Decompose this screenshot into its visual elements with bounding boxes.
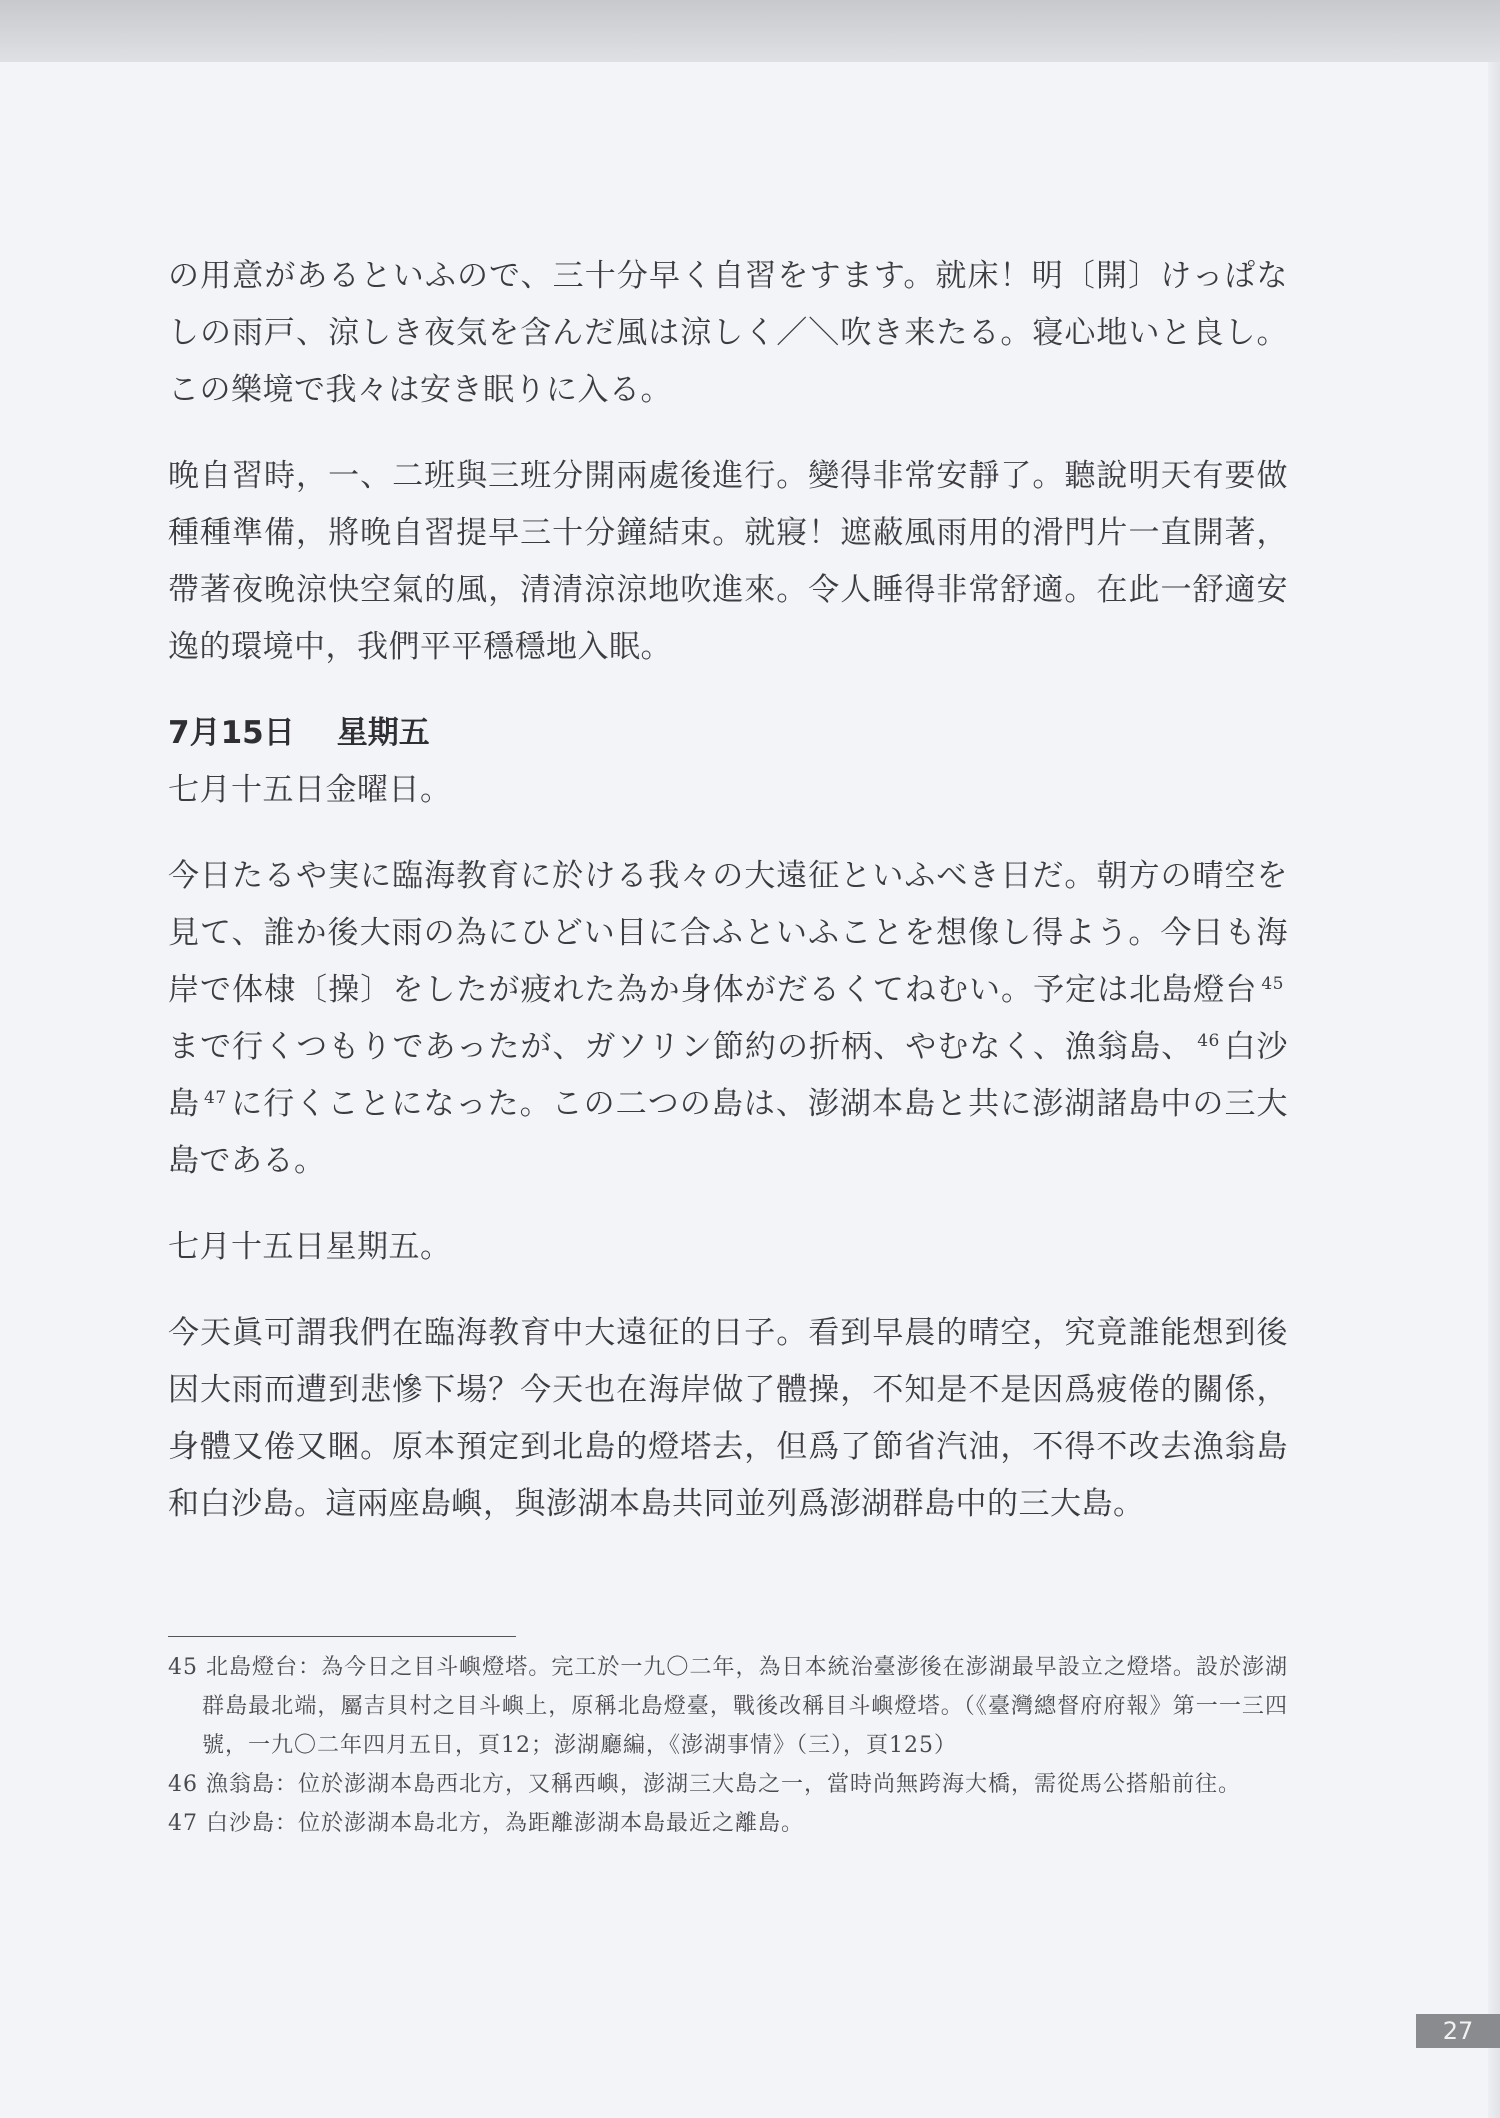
paragraph-japanese-2-part-d: に行くことになった。この二つの島は、澎湖本島と共に澎湖諸島中の三大島である。 <box>168 1086 1289 1179</box>
scan-top-border <box>0 0 1500 62</box>
paragraph-japanese-2-part-c: 白沙島 <box>168 1029 1288 1122</box>
footnotes <box>168 1648 1288 1843</box>
page-body <box>168 248 1288 1533</box>
footnote-45: 45 北島燈台：為今日之目斗嶼燈塔。完工於一九〇二年，為日本統治臺澎後在澎湖最早設立之燈塔。設於澎湖群島最北端，屬吉貝村之目斗嶼上，原稱北島燈臺，戰後改稱目斗嶼燈塔。（《臺灣總督府府報》第一一三四號，一九〇二年四月五日，頁12；澎湖廳編，《澎湖事情》（三），頁125） <box>168 1655 1288 1758</box>
date-line-chinese: 七月十五日星期五。 <box>168 1229 452 1265</box>
date-line-japanese: 七月十五日金曜日。 <box>168 772 452 808</box>
footnote-46: 46 漁翁島：位於澎湖本島西北方，又稱西嶼，澎湖三大島之一，當時尚無跨海大橋，需從馬公搭船前往。 <box>168 1772 1241 1797</box>
footnote-ref-47[interactable]: 47 <box>204 1087 227 1108</box>
paragraph-chinese-1: 晚自習時，一、二班與三班分開兩處後進行。變得非常安靜了。聽說明天有要做種種準備，將晚自習提早三十分鐘結束。就寢！遮蔽風雨用的滑門片一直開著，帶著夜晚涼快空氣的風，清清涼涼地吹進來。令人睡得非常舒適。在此一舒適安逸的環境中，我們平平穩穩地入眠。 <box>168 458 1288 665</box>
paragraph-japanese-1: の用意があるといふので、三十分早く自習をすます。就床！明〔開〕けっぱなしの雨戸、涼しき夜気を含んだ風は涼しく／＼吹き来たる。寝心地いと良し。この樂境で我々は安き眠りに入る。 <box>168 258 1288 408</box>
paragraph-japanese-2 <box>168 848 1288 1190</box>
footnote-ref-45[interactable]: 45 <box>1261 973 1284 994</box>
heading-date: 7月15日 <box>168 715 295 751</box>
footnote-47: 47 白沙島：位於澎湖本島北方，為距離澎湖本島最近之離島。 <box>168 1811 804 1836</box>
page-number: 27 <box>1416 2014 1500 2048</box>
paragraph-chinese-2: 今天眞可謂我們在臨海教育中大遠征的日子。看到早晨的晴空，究竟誰能想到後因大雨而遭到悲慘下場？今天也在海岸做了體操，不知是不是因爲疲倦的關係，身體又倦又睏。原本預定到北島的燈塔去，但爲了節省汽油，不得不改去漁翁島和白沙島。這兩座島嶼，與澎湖本島共同並列爲澎湖群島中的三大島。 <box>168 1315 1288 1522</box>
footnote-ref-46[interactable]: 46 <box>1197 1030 1220 1051</box>
footnote-divider <box>168 1636 516 1637</box>
paragraph-japanese-2-part-a: 今日たるや実に臨海教育に於ける我々の大遠征といふべき日だ。朝方の晴空を見て、誰か後大雨の為にひどい目に合ふといふことを想像し得よう。今日も海岸で体棣〔操〕をしたが疲れた為か身体がだるくてねむい。予定は北島燈台 <box>168 858 1288 1008</box>
paragraph-japanese-2-part-b: まで行くつもりであったが、ガソリン節約の折柄、やむなく、漁翁島、 <box>168 1029 1194 1065</box>
scan-right-edge <box>1488 62 1500 2118</box>
date-heading <box>168 705 1288 762</box>
heading-weekday: 星期五 <box>336 715 430 751</box>
